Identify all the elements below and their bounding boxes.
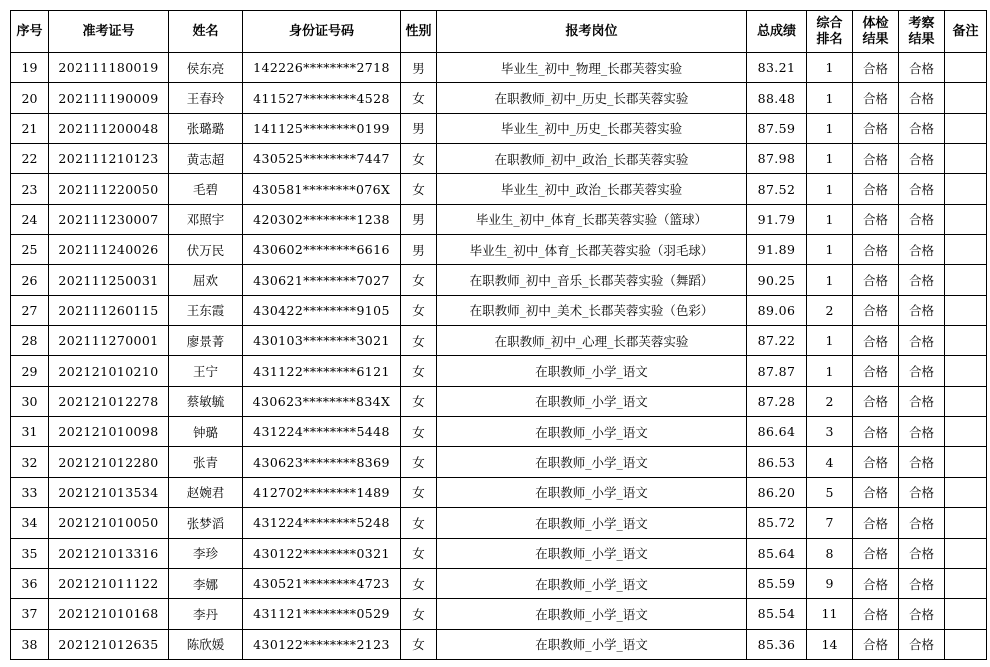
cell-exam-no: 202121010050 <box>49 508 169 538</box>
table-row <box>11 356 987 386</box>
cell-id-no: 430521********4723 <box>243 568 401 598</box>
cell-seq: 29 <box>11 356 49 386</box>
header-gender: 性别 <box>401 11 437 53</box>
cell-remark <box>945 568 987 598</box>
cell-id-no: 411527********4528 <box>243 83 401 113</box>
header-id-no: 身份证号码 <box>243 11 401 53</box>
table-row <box>11 599 987 629</box>
cell-position: 毕业生_初中_物理_长郡芙蓉实验 <box>437 53 747 83</box>
cell-inspection: 合格 <box>899 235 945 265</box>
cell-physical: 合格 <box>853 508 899 538</box>
cell-gender: 女 <box>401 144 437 174</box>
cell-remark <box>945 447 987 477</box>
cell-name: 赵婉君 <box>169 477 243 507</box>
cell-total: 88.48 <box>747 83 807 113</box>
header-rank-line1: 综合 <box>816 15 843 31</box>
cell-name: 侯东亮 <box>169 53 243 83</box>
cell-seq: 21 <box>11 113 49 143</box>
cell-remark <box>945 174 987 204</box>
cell-exam-no: 202111200048 <box>49 113 169 143</box>
cell-remark <box>945 295 987 325</box>
cell-seq: 23 <box>11 174 49 204</box>
table-row <box>11 538 987 568</box>
cell-total: 91.79 <box>747 204 807 234</box>
cell-seq: 22 <box>11 144 49 174</box>
cell-inspection: 合格 <box>899 113 945 143</box>
cell-gender: 女 <box>401 477 437 507</box>
cell-rank: 1 <box>807 235 853 265</box>
cell-rank: 4 <box>807 447 853 477</box>
header-position: 报考岗位 <box>437 11 747 53</box>
cell-physical: 合格 <box>853 204 899 234</box>
cell-gender: 女 <box>401 629 437 659</box>
cell-inspection: 合格 <box>899 265 945 295</box>
cell-seq: 35 <box>11 538 49 568</box>
cell-name: 李娜 <box>169 568 243 598</box>
cell-exam-no: 202121010210 <box>49 356 169 386</box>
cell-name: 伏万民 <box>169 235 243 265</box>
cell-physical: 合格 <box>853 538 899 568</box>
cell-seq: 34 <box>11 508 49 538</box>
cell-total: 85.54 <box>747 599 807 629</box>
table-row <box>11 144 987 174</box>
cell-total: 86.53 <box>747 447 807 477</box>
cell-rank: 1 <box>807 113 853 143</box>
cell-exam-no: 202111210123 <box>49 144 169 174</box>
cell-seq: 27 <box>11 295 49 325</box>
cell-total: 87.87 <box>747 356 807 386</box>
cell-position: 在职教师_小学_语文 <box>437 568 747 598</box>
table-row <box>11 83 987 113</box>
cell-id-no: 431224********5248 <box>243 508 401 538</box>
cell-gender: 男 <box>401 53 437 83</box>
cell-id-no: 431121********0529 <box>243 599 401 629</box>
cell-position: 在职教师_小学_语文 <box>437 386 747 416</box>
cell-position: 毕业生_初中_体育_长郡芙蓉实验（篮球） <box>437 204 747 234</box>
header-inspection-line1: 考察 <box>908 15 935 31</box>
cell-rank: 1 <box>807 144 853 174</box>
table-row <box>11 113 987 143</box>
cell-total: 91.89 <box>747 235 807 265</box>
header-physical-line1: 体检 <box>862 15 889 31</box>
cell-exam-no: 202121010168 <box>49 599 169 629</box>
cell-inspection: 合格 <box>899 386 945 416</box>
cell-inspection: 合格 <box>899 477 945 507</box>
cell-name: 王宁 <box>169 356 243 386</box>
cell-seq: 38 <box>11 629 49 659</box>
cell-position: 在职教师_小学_语文 <box>437 447 747 477</box>
cell-rank: 5 <box>807 477 853 507</box>
cell-total: 85.64 <box>747 538 807 568</box>
cell-id-no: 430122********0321 <box>243 538 401 568</box>
cell-position: 在职教师_小学_语文 <box>437 599 747 629</box>
cell-gender: 女 <box>401 568 437 598</box>
cell-seq: 26 <box>11 265 49 295</box>
cell-seq: 31 <box>11 417 49 447</box>
cell-remark <box>945 417 987 447</box>
cell-gender: 女 <box>401 83 437 113</box>
cell-physical: 合格 <box>853 295 899 325</box>
cell-total: 87.59 <box>747 113 807 143</box>
cell-inspection: 合格 <box>899 356 945 386</box>
cell-remark <box>945 113 987 143</box>
cell-id-no: 141125********0199 <box>243 113 401 143</box>
cell-position: 毕业生_初中_政治_长郡芙蓉实验 <box>437 174 747 204</box>
cell-position: 在职教师_初中_历史_长郡芙蓉实验 <box>437 83 747 113</box>
cell-remark <box>945 629 987 659</box>
cell-name: 陈欣媛 <box>169 629 243 659</box>
cell-physical: 合格 <box>853 174 899 204</box>
cell-rank: 1 <box>807 265 853 295</box>
cell-position: 在职教师_小学_语文 <box>437 538 747 568</box>
cell-name: 廖景菁 <box>169 326 243 356</box>
cell-exam-no: 202121012635 <box>49 629 169 659</box>
cell-physical: 合格 <box>853 477 899 507</box>
cell-remark <box>945 477 987 507</box>
header-seq: 序号 <box>11 11 49 53</box>
cell-remark <box>945 144 987 174</box>
cell-id-no: 430602********6616 <box>243 235 401 265</box>
cell-inspection: 合格 <box>899 144 945 174</box>
cell-total: 87.52 <box>747 174 807 204</box>
cell-inspection: 合格 <box>899 174 945 204</box>
cell-gender: 女 <box>401 417 437 447</box>
cell-total: 90.25 <box>747 265 807 295</box>
cell-remark <box>945 235 987 265</box>
cell-total: 87.28 <box>747 386 807 416</box>
cell-id-no: 430623********8369 <box>243 447 401 477</box>
header-row <box>11 11 987 53</box>
header-total: 总成绩 <box>747 11 807 53</box>
cell-gender: 女 <box>401 326 437 356</box>
cell-name: 蔡敏毓 <box>169 386 243 416</box>
cell-id-no: 430581********076X <box>243 174 401 204</box>
cell-position: 在职教师_初中_音乐_长郡芙蓉实验（舞蹈） <box>437 265 747 295</box>
table-row <box>11 265 987 295</box>
cell-seq: 19 <box>11 53 49 83</box>
cell-position: 在职教师_初中_美术_长郡芙蓉实验（色彩） <box>437 295 747 325</box>
cell-rank: 1 <box>807 83 853 113</box>
cell-id-no: 142226********2718 <box>243 53 401 83</box>
cell-remark <box>945 53 987 83</box>
cell-exam-no: 202111240026 <box>49 235 169 265</box>
cell-total: 85.36 <box>747 629 807 659</box>
cell-name: 屈欢 <box>169 265 243 295</box>
cell-total: 87.98 <box>747 144 807 174</box>
cell-id-no: 430103********3021 <box>243 326 401 356</box>
cell-physical: 合格 <box>853 417 899 447</box>
cell-total: 86.20 <box>747 477 807 507</box>
cell-id-no: 431122********6121 <box>243 356 401 386</box>
cell-total: 87.22 <box>747 326 807 356</box>
cell-inspection: 合格 <box>899 599 945 629</box>
cell-name: 毛碧 <box>169 174 243 204</box>
cell-name: 张璐璐 <box>169 113 243 143</box>
cell-exam-no: 202111250031 <box>49 265 169 295</box>
cell-inspection: 合格 <box>899 568 945 598</box>
cell-gender: 女 <box>401 295 437 325</box>
cell-rank: 7 <box>807 508 853 538</box>
cell-exam-no: 202111180019 <box>49 53 169 83</box>
cell-physical: 合格 <box>853 265 899 295</box>
cell-name: 张梦滔 <box>169 508 243 538</box>
cell-remark <box>945 508 987 538</box>
cell-exam-no: 202121011122 <box>49 568 169 598</box>
header-inspection-line2: 结果 <box>908 31 935 47</box>
table-body <box>11 53 987 660</box>
cell-id-no: 430422********9105 <box>243 295 401 325</box>
cell-remark <box>945 83 987 113</box>
cell-gender: 女 <box>401 508 437 538</box>
cell-seq: 30 <box>11 386 49 416</box>
cell-rank: 1 <box>807 356 853 386</box>
cell-seq: 33 <box>11 477 49 507</box>
cell-exam-no: 202111190009 <box>49 83 169 113</box>
cell-rank: 1 <box>807 174 853 204</box>
cell-physical: 合格 <box>853 386 899 416</box>
cell-inspection: 合格 <box>899 295 945 325</box>
cell-rank: 1 <box>807 326 853 356</box>
cell-exam-no: 202121012280 <box>49 447 169 477</box>
cell-gender: 男 <box>401 113 437 143</box>
cell-position: 在职教师_小学_语文 <box>437 629 747 659</box>
cell-exam-no: 202121013534 <box>49 477 169 507</box>
header-rank <box>807 11 853 53</box>
cell-exam-no: 202121010098 <box>49 417 169 447</box>
cell-total: 85.59 <box>747 568 807 598</box>
cell-exam-no: 202111220050 <box>49 174 169 204</box>
header-exam-no: 准考证号 <box>49 11 169 53</box>
cell-seq: 37 <box>11 599 49 629</box>
cell-gender: 女 <box>401 386 437 416</box>
cell-seq: 24 <box>11 204 49 234</box>
cell-rank: 2 <box>807 295 853 325</box>
cell-seq: 20 <box>11 83 49 113</box>
cell-gender: 男 <box>401 204 437 234</box>
table-row <box>11 508 987 538</box>
cell-exam-no: 202121013316 <box>49 538 169 568</box>
cell-name: 李丹 <box>169 599 243 629</box>
table-row <box>11 326 987 356</box>
cell-inspection: 合格 <box>899 447 945 477</box>
cell-name: 王春玲 <box>169 83 243 113</box>
cell-physical: 合格 <box>853 326 899 356</box>
cell-physical: 合格 <box>853 113 899 143</box>
cell-inspection: 合格 <box>899 538 945 568</box>
cell-remark <box>945 204 987 234</box>
table-row <box>11 295 987 325</box>
table-row <box>11 447 987 477</box>
cell-gender: 女 <box>401 599 437 629</box>
cell-remark <box>945 599 987 629</box>
header-rank-line2: 排名 <box>816 31 843 47</box>
table-row <box>11 629 987 659</box>
cell-inspection: 合格 <box>899 508 945 538</box>
cell-name: 钟璐 <box>169 417 243 447</box>
cell-seq: 36 <box>11 568 49 598</box>
cell-remark <box>945 538 987 568</box>
header-inspection <box>899 11 945 53</box>
cell-inspection: 合格 <box>899 53 945 83</box>
cell-name: 王东霞 <box>169 295 243 325</box>
cell-id-no: 430621********7027 <box>243 265 401 295</box>
cell-rank: 2 <box>807 386 853 416</box>
cell-rank: 1 <box>807 53 853 83</box>
cell-gender: 女 <box>401 447 437 477</box>
cell-inspection: 合格 <box>899 629 945 659</box>
cell-gender: 女 <box>401 174 437 204</box>
cell-seq: 25 <box>11 235 49 265</box>
cell-inspection: 合格 <box>899 204 945 234</box>
cell-rank: 1 <box>807 204 853 234</box>
cell-position: 在职教师_小学_语文 <box>437 356 747 386</box>
header-physical <box>853 11 899 53</box>
cell-exam-no: 202111260115 <box>49 295 169 325</box>
cell-seq: 28 <box>11 326 49 356</box>
cell-total: 86.64 <box>747 417 807 447</box>
cell-position: 毕业生_初中_体育_长郡芙蓉实验（羽毛球） <box>437 235 747 265</box>
cell-id-no: 430122********2123 <box>243 629 401 659</box>
cell-physical: 合格 <box>853 144 899 174</box>
cell-rank: 14 <box>807 629 853 659</box>
table-row <box>11 417 987 447</box>
table-row <box>11 53 987 83</box>
cell-exam-no: 202111230007 <box>49 204 169 234</box>
cell-rank: 3 <box>807 417 853 447</box>
cell-gender: 男 <box>401 235 437 265</box>
cell-physical: 合格 <box>853 447 899 477</box>
cell-physical: 合格 <box>853 235 899 265</box>
cell-name: 李珍 <box>169 538 243 568</box>
cell-inspection: 合格 <box>899 417 945 447</box>
cell-exam-no: 202121012278 <box>49 386 169 416</box>
cell-physical: 合格 <box>853 83 899 113</box>
cell-id-no: 412702********1489 <box>243 477 401 507</box>
table-row <box>11 386 987 416</box>
cell-physical: 合格 <box>853 568 899 598</box>
cell-name: 黄志超 <box>169 144 243 174</box>
cell-name: 邓照宇 <box>169 204 243 234</box>
cell-id-no: 430623********834X <box>243 386 401 416</box>
cell-rank: 8 <box>807 538 853 568</box>
cell-inspection: 合格 <box>899 326 945 356</box>
table-row <box>11 568 987 598</box>
cell-physical: 合格 <box>853 356 899 386</box>
cell-remark <box>945 326 987 356</box>
cell-physical: 合格 <box>853 53 899 83</box>
table-row <box>11 174 987 204</box>
cell-physical: 合格 <box>853 629 899 659</box>
cell-total: 83.21 <box>747 53 807 83</box>
header-name: 姓名 <box>169 11 243 53</box>
cell-position: 在职教师_小学_语文 <box>437 477 747 507</box>
cell-physical: 合格 <box>853 599 899 629</box>
table-row <box>11 235 987 265</box>
results-table <box>10 10 987 660</box>
cell-name: 张青 <box>169 447 243 477</box>
cell-gender: 女 <box>401 538 437 568</box>
cell-position: 在职教师_初中_心理_长郡芙蓉实验 <box>437 326 747 356</box>
header-physical-line2: 结果 <box>862 31 889 47</box>
cell-seq: 32 <box>11 447 49 477</box>
table-row <box>11 477 987 507</box>
cell-total: 85.72 <box>747 508 807 538</box>
cell-gender: 女 <box>401 356 437 386</box>
cell-inspection: 合格 <box>899 83 945 113</box>
cell-id-no: 430525********7447 <box>243 144 401 174</box>
header-remark: 备注 <box>945 11 987 53</box>
cell-rank: 11 <box>807 599 853 629</box>
cell-remark <box>945 265 987 295</box>
cell-remark <box>945 356 987 386</box>
cell-position: 在职教师_小学_语文 <box>437 417 747 447</box>
cell-position: 在职教师_小学_语文 <box>437 508 747 538</box>
cell-gender: 女 <box>401 265 437 295</box>
cell-exam-no: 202111270001 <box>49 326 169 356</box>
cell-rank: 9 <box>807 568 853 598</box>
table-row <box>11 204 987 234</box>
cell-id-no: 431224********5448 <box>243 417 401 447</box>
cell-total: 89.06 <box>747 295 807 325</box>
cell-position: 在职教师_初中_政治_长郡芙蓉实验 <box>437 144 747 174</box>
cell-position: 毕业生_初中_历史_长郡芙蓉实验 <box>437 113 747 143</box>
cell-id-no: 420302********1238 <box>243 204 401 234</box>
cell-remark <box>945 386 987 416</box>
